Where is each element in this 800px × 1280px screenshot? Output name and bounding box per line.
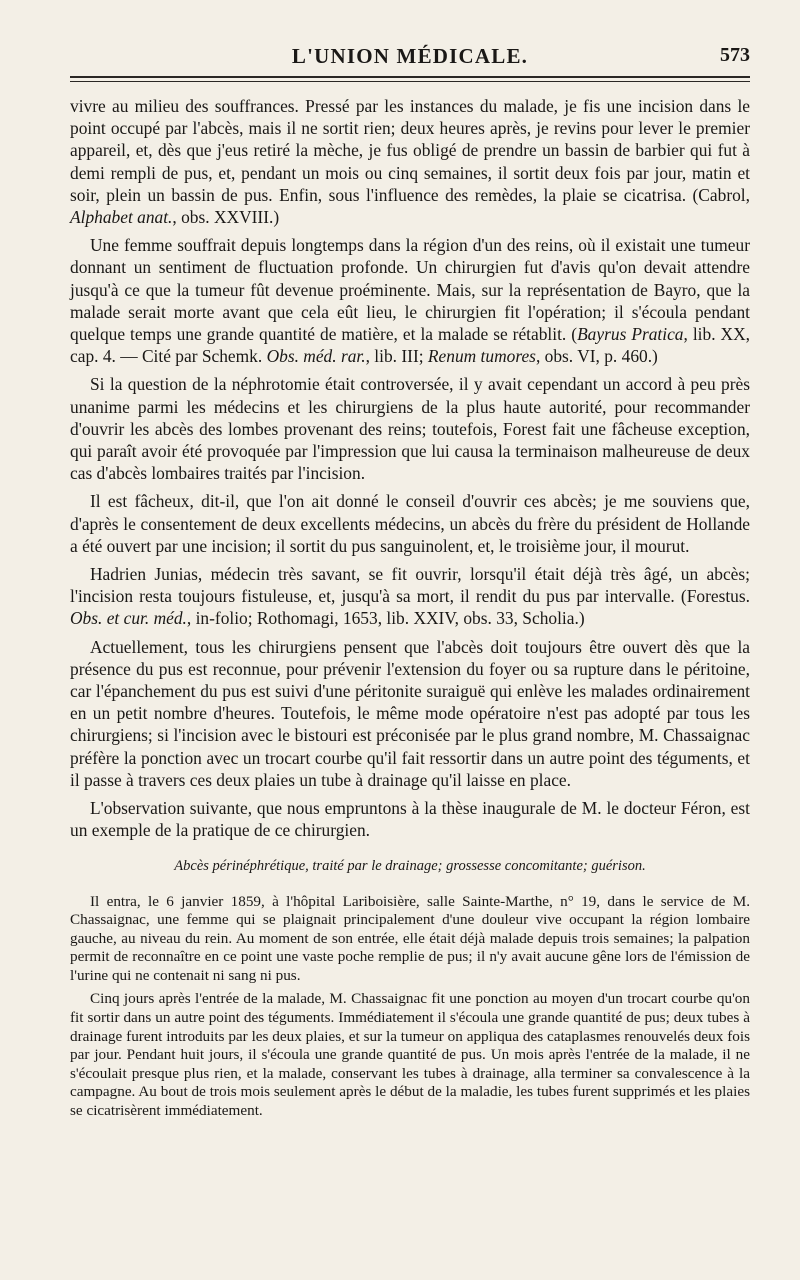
italic-citation: Obs. et cur. méd. — [70, 608, 187, 629]
text-run: Actuellement, tous les chirurgiens pensent que l'abcès doit toujours être ouvert dès que la présence du pus est reconnue, pour prévenir l'extension du foyer ou sa rupture dans le péritoine, car l'épanchement du pus est suivi d'une péritonite suraiguë qui enlève les malades ordinairement en un petit nombre d'heures. Toutefois, le même mode opératoire n'est pas adopté par tous les chirurgiens; si l'incision avec le bistouri est préconisée par le plus grand nombre, M. Chassaignac préfère la ponction avec un trocart courbe qu'il fait ressortir dans un autre point des téguments, et il passe à travers ces deux plaies un tube à drainage qu'il laisse en place. — [70, 636, 750, 790]
text-run: , obs. XXVIII.) — [172, 207, 280, 228]
article-body — [70, 95, 750, 1126]
header-rule-thick — [70, 76, 750, 78]
body-paragraph — [70, 563, 750, 630]
case-paragraph — [70, 990, 750, 1120]
journal-title: L'UNION MÉDICALE. — [291, 44, 529, 68]
case-title — [70, 857, 750, 875]
italic-citation: Bayrus Pratica — [577, 324, 684, 345]
text-run: Cinq jours après l'entrée de la malade, M. Chassaignac fit une ponction au moyen d'un trocart courbe qu'on fit sortir dans un autre point des téguments. Immédiatement il s'écoula une grande quantité de pus; deux tubes à drainage furent introduits par les deux plaies, et sur la tumeur on appliqua des cataplasmes renouvelés deux fois par jour. Pendant huit jours, il s'écoula une grande quantité de pus. Un mois après l'entrée de la malade, il ne s'écoulait presque plus rien, et la malade, conservant les tubes à drainage, alla terminer sa convalescence à la campagne. Au bout de trois mois seulement après le début de la maladie, les tubes furent supprimés et les plaies se cicatrisèrent immédiatement. — [70, 990, 750, 1120]
body-paragraph — [70, 636, 750, 791]
running-head — [70, 44, 750, 70]
text-run: Si la question de la néphrotomie était controversée, il y avait cependant un accord à peu près unanime parmi les médecins et les chirurgiens de la plus haute autorité, pour recommander d'ouvrir les abcès des lombes provenant des reins; toutefois, Forest fait une fâcheuse exception, qui paraît avoir été provoquée par l'impression que lui causa la terminaison malheureuse de deux cas d'abcès lombaires traités par l'incision. — [70, 374, 750, 484]
text-run: Il est fâcheux, dit-il, que l'on ait donné le conseil d'ouvrir ces abcès; je me souviens que, d'après le consentement de deux excellents médecins, un abcès du frère du président de Hollande a été ouvert par une incision; il sortit du pus sanguinolent, et, le troisième jour, il mourut. — [70, 491, 750, 556]
text-run: Hadrien Junias, médecin très savant, se fit ouvrir, lorsqu'il était déjà très âgé, un abcès; l'incision resta toujours fistuleuse, et, jusqu'à sa mort, il rendit du pus par intervalle. (Forestus. — [70, 564, 750, 607]
italic-citation: Alphabet anat. — [70, 207, 173, 228]
text-run: Il entra, le 6 janvier 1859, à l'hôpital Lariboisière, salle Sainte-Marthe, n° 19, dans le service de M. Chassaignac, une femme qui se plaignait principalement d'une douleur vive occupant la région lombaire gauche, au niveau du rein. Au moment de son entrée, elle était déjà malade depuis trois semaines; la palpation permit de reconnaître en ce point une vaste poche remplie de pus; il n'y avait aucune gêne lors de l'émission de l'urine qui ne contenait ni sang ni pus. — [70, 892, 750, 984]
text-run: , lib. III; — [365, 346, 428, 367]
page-number: 573 — [720, 44, 750, 66]
body-paragraph — [70, 373, 750, 484]
italic-citation: Obs. méd. rar. — [266, 346, 366, 367]
text-run: Une femme souffrait depuis longtemps dans la région d'un des reins, où il existait une tumeur donnant un sentiment de fluctuation profonde. Un chirurgien fut d'avis qu'on devait attendre jusqu'à ce que la tumeur fût devenue proéminente. Mais, sur la représentation de Bayro, que la malade serait morte avant que cela eût lieu, le chirurgien fit l'opération; il s'écoula pendant quelque temps une grande quantité de matière, et la malade se rétablit. ( — [70, 235, 750, 345]
text-run: , lib. XX, cap. 4. — Cité par Schemk. — [70, 324, 751, 367]
case-paragraph — [70, 893, 750, 986]
body-paragraph — [70, 490, 750, 557]
body-paragraph — [70, 797, 750, 841]
body-paragraph — [70, 95, 750, 228]
text-run: vivre au milieu des souffrances. Pressé par les instances du malade, je fis une incision dans le point occupé par l'abcès, mais il ne sortit rien; deux heures après, je revins pour lever le premier appareil, et, dès que j'eus retiré la mèche, je fus obligé de prendre un bassin de barbier qui fut à demi rempli de pus, et, pendant un mois ou cinq semaines, il sortit deux fois par jour, matin et soir, plein un bassin de pus. Enfin, sous l'influence des remèdes, la plaie se cicatrisa. (Cabrol, — [70, 96, 750, 205]
text-run: , in-folio; Rothomagi, 1653, lib. XXIV, obs. 33, Scholia.) — [186, 608, 585, 629]
text-run: L'observation suivante, que nous empruntons à la thèse inaugurale de M. le docteur Féron, est un exemple de la pratique de ce chirurgien. — [70, 798, 750, 841]
text-run: , obs. VI, p. 460.) — [535, 346, 658, 367]
italic-citation: Renum tumores — [427, 346, 536, 367]
body-paragraph — [70, 234, 750, 367]
header-rule-thin — [70, 81, 750, 82]
text-run: Abcès périnéphrétique, traité par le drainage; grossesse concomitante; guérison. — [174, 857, 646, 874]
